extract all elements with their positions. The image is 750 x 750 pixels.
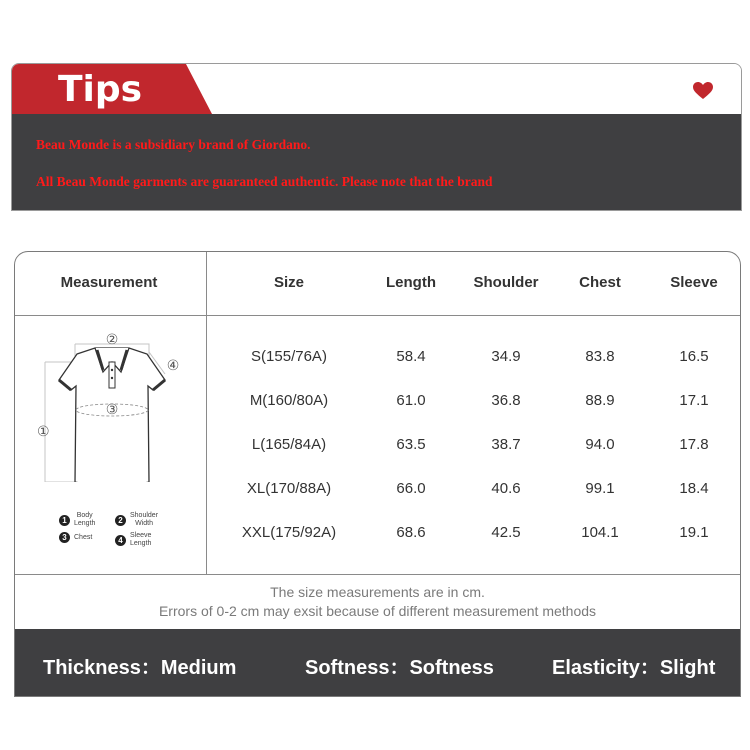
legend-number: 1 [59, 515, 70, 526]
table-cell-sleeve: 17.1 [679, 392, 709, 409]
thickness-label: Thickness：Medium [43, 657, 237, 679]
legend-number: 3 [59, 532, 70, 543]
marker-chest: ③ [105, 402, 119, 418]
legend-item [59, 532, 92, 543]
column-divider [206, 252, 207, 574]
note-units: The size measurements are in cm. [270, 584, 485, 600]
table-cell-size: XL(170/88A) [246, 480, 332, 497]
table-cell-chest: 83.8 [585, 348, 615, 365]
table-cell-chest: 88.9 [585, 392, 615, 409]
table-cell-sleeve: 16.5 [679, 348, 709, 365]
header-size: Size [273, 274, 305, 291]
legend-item [115, 512, 158, 528]
table-cell-shoulder: 34.9 [491, 348, 521, 365]
marker-shoulder: ② [105, 332, 119, 348]
legend-number: 2 [115, 515, 126, 526]
table-bottom-divider [15, 574, 740, 575]
polo-shirt-diagram [37, 332, 187, 482]
tips-body [12, 114, 741, 211]
table-cell-chest: 99.1 [585, 480, 615, 497]
marker-body-length: ① [37, 424, 50, 440]
legend-label: Shoulder Width [130, 512, 159, 527]
fabric-attributes-bar [15, 629, 740, 697]
table-cell-size: S(155/76A) [251, 348, 327, 365]
table-cell-length: 58.4 [396, 348, 426, 365]
header-chest: Chest [579, 274, 621, 291]
marker-sleeve: ④ [166, 358, 180, 374]
tips-line-authentic: All Beau Monde garments are guaranteed authentic. Please note that the brand [36, 174, 493, 189]
tips-line-brand: Beau Monde is a subsidiary brand of Giordano. [36, 137, 311, 152]
table-cell-length: 63.5 [396, 436, 426, 453]
table-cell-sleeve: 17.8 [679, 436, 709, 453]
table-cell-chest: 94.0 [585, 436, 615, 453]
header-length: Length [386, 274, 436, 291]
header-measurement: Measurement [60, 274, 158, 291]
legend-number: 4 [115, 535, 126, 546]
table-cell-size: M(160/80A) [249, 392, 329, 409]
legend-label: Chest [74, 533, 93, 541]
table-cell-sleeve: 19.1 [679, 524, 709, 541]
legend-label: Body Length [74, 512, 96, 527]
heart-icon [693, 82, 713, 100]
table-cell-chest: 104.1 [581, 524, 619, 541]
header-shoulder: Shoulder [473, 274, 539, 291]
tips-header [12, 64, 741, 114]
table-cell-length: 68.6 [396, 524, 426, 541]
table-cell-size: L(165/84A) [251, 436, 327, 453]
legend-label: Sleeve Length [130, 532, 152, 547]
elasticity-label: Elasticity：Slight [552, 657, 716, 679]
softness-label: Softness：Softness [305, 657, 494, 679]
table-cell-size: XXL(175/92A) [241, 524, 337, 541]
table-cell-shoulder: 36.8 [491, 392, 521, 409]
table-cell-shoulder: 38.7 [491, 436, 521, 453]
diagram-legend [59, 512, 179, 552]
header-divider [15, 315, 740, 316]
tips-title: Tips [58, 69, 143, 110]
table-cell-sleeve: 18.4 [679, 480, 709, 497]
table-cell-length: 66.0 [396, 480, 426, 497]
size-chart [14, 251, 741, 697]
tips-panel [11, 63, 742, 211]
table-cell-shoulder: 40.6 [491, 480, 521, 497]
table-cell-length: 61.0 [396, 392, 426, 409]
header-sleeve: Sleeve [670, 274, 718, 291]
table-cell-shoulder: 42.5 [491, 524, 521, 541]
legend-item [115, 532, 151, 548]
legend-item [59, 512, 95, 528]
note-errors: Errors of 0-2 cm may exsit because of different measurement methods [158, 603, 597, 619]
